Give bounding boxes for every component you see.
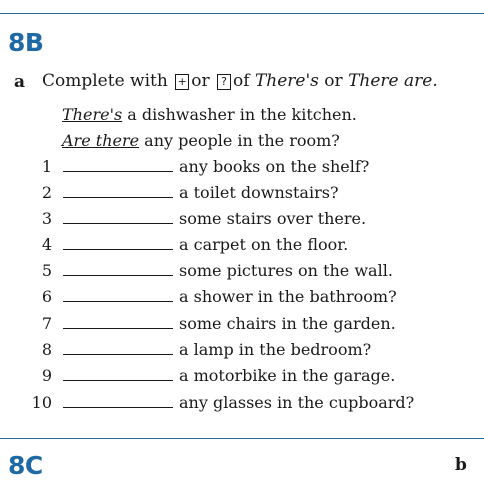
item-text: a lamp in the bedroom? xyxy=(179,340,372,359)
item-text: some chairs in the garden. xyxy=(179,314,396,333)
option-theres: There's xyxy=(254,71,319,91)
top-divider xyxy=(0,13,484,14)
answer-blank[interactable] xyxy=(63,354,173,355)
answer-blank[interactable] xyxy=(63,407,173,408)
item-number: 6 xyxy=(41,287,52,306)
exercise-item xyxy=(0,235,484,257)
instruction-or: or xyxy=(191,71,210,91)
answer-blank[interactable] xyxy=(63,275,173,276)
answer-blank[interactable] xyxy=(63,197,173,198)
option-there-are: There are. xyxy=(348,71,438,91)
answer-blank[interactable] xyxy=(63,380,173,381)
example-answer: Are there xyxy=(62,131,140,150)
item-text: some stairs over there. xyxy=(179,209,367,228)
example-answer: There's xyxy=(62,105,123,124)
item-number: 9 xyxy=(41,366,52,385)
bottom-divider xyxy=(0,438,484,439)
answer-blank[interactable] xyxy=(63,171,173,172)
answer-blank[interactable] xyxy=(63,249,173,250)
exercise-instruction xyxy=(42,71,438,91)
item-number: 2 xyxy=(41,183,52,202)
section-title: 8B xyxy=(8,28,44,57)
exercise-item xyxy=(0,261,484,283)
exercise-item xyxy=(0,393,484,415)
item-number: 10 xyxy=(31,393,52,412)
exercise-item xyxy=(0,209,484,231)
item-text: any books on the shelf? xyxy=(179,157,370,176)
answer-blank[interactable] xyxy=(63,223,173,224)
exercise-item xyxy=(0,287,484,309)
exercise-item xyxy=(0,366,484,388)
item-text: a toilet downstairs? xyxy=(179,183,339,202)
item-number: 7 xyxy=(41,314,52,333)
exercise-item xyxy=(0,340,484,362)
next-exercise-letter: b xyxy=(455,455,467,475)
exercise-item xyxy=(0,183,484,205)
instruction-option-or: or xyxy=(324,71,343,91)
question-box-icon: ? xyxy=(217,74,231,90)
item-number: 8 xyxy=(41,340,52,359)
exercise-letter: a xyxy=(14,72,26,92)
item-text: a shower in the bathroom? xyxy=(179,287,397,306)
item-text: a motorbike in the garage. xyxy=(179,366,396,385)
example-text: a dishwasher in the kitchen. xyxy=(127,105,357,124)
item-number: 5 xyxy=(41,261,52,280)
plus-box-icon: + xyxy=(175,74,189,90)
answer-blank[interactable] xyxy=(63,328,173,329)
item-text: a carpet on the floor. xyxy=(179,235,349,254)
item-number: 1 xyxy=(41,157,52,176)
item-text: some pictures on the wall. xyxy=(179,261,393,280)
exercise-item xyxy=(0,314,484,336)
instruction-prefix: Complete with xyxy=(42,71,168,91)
item-number: 3 xyxy=(41,209,52,228)
example-sentence xyxy=(62,105,357,124)
instruction-of: of xyxy=(233,71,250,91)
item-text: any glasses in the cupboard? xyxy=(179,393,415,412)
item-number: 4 xyxy=(41,235,52,254)
example-sentence xyxy=(62,131,340,150)
answer-blank[interactable] xyxy=(63,301,173,302)
example-text: any people in the room? xyxy=(144,131,340,150)
next-section-title: 8C xyxy=(8,451,43,480)
exercise-item xyxy=(0,157,484,179)
